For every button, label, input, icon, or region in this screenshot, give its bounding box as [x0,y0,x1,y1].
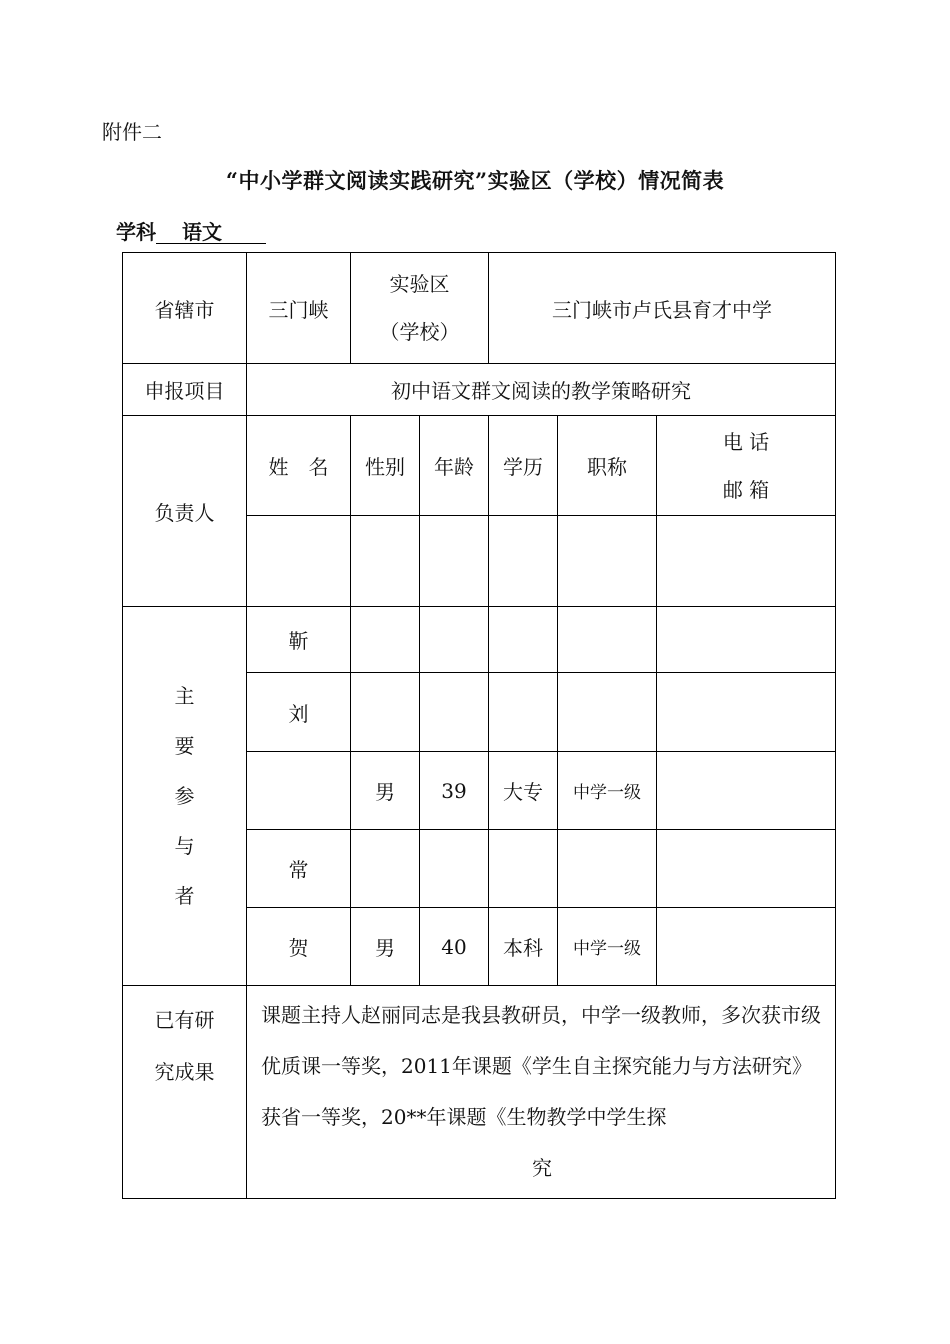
participant-row [123,607,836,673]
participant-gender [351,830,420,908]
participant-contact [657,607,836,673]
participant-name: 常 [247,830,351,908]
info-form-table [122,252,836,1199]
participant-name [247,752,351,830]
participant-contact [657,830,836,908]
achievements-label-line1: 已有研 [154,1008,215,1032]
participant-education [489,607,558,673]
achievements-last-line: 究 [532,1156,553,1180]
leader-title-cell[interactable] [558,516,657,607]
participants-label-char: 参 [174,784,195,808]
achievements-label [123,986,247,1199]
header-age: 年龄 [420,416,489,516]
project-label: 申报项目 [123,364,247,416]
participant-title [558,607,657,673]
leader-contact-cell[interactable] [657,516,836,607]
row-leader-header [123,416,836,516]
participant-gender: 男 [351,908,420,986]
participant-education [489,830,558,908]
school-value: 三门峡市卢氏县育才中学 [489,253,836,364]
achievements-label-line2: 究成果 [154,1060,215,1084]
participant-age: 40 [420,908,489,986]
header-education: 学历 [489,416,558,516]
participant-title [558,673,657,752]
header-contact [657,416,836,516]
participants-label-char: 要 [174,734,195,758]
school-label [351,253,489,364]
participant-age [420,673,489,752]
participant-education: 大专 [489,752,558,830]
achievements-body: 课题主持人赵丽同志是我县教研员，中学一级教师，多次获市级优质课一等奖，2011年课题《学生自主探究能力与方法研究》获省一等奖，20**年课题《生物教学中学生探 [261,1003,821,1129]
subject-label: 学科 [116,220,156,244]
subject-line [116,216,266,245]
leader-education-cell[interactable] [489,516,558,607]
participant-age [420,830,489,908]
subject-value: 语文 [156,221,266,244]
project-value: 初中语文群文阅读的教学策略研究 [247,364,836,416]
school-label-line1: 实验区 [389,272,450,296]
participant-name: 刘 [247,673,351,752]
participant-title: 中学一级 [558,752,657,830]
participant-gender [351,607,420,673]
leader-gender-cell[interactable] [351,516,420,607]
participant-title: 中学一级 [558,908,657,986]
leader-name-cell[interactable] [247,516,351,607]
header-gender: 性别 [351,416,420,516]
header-name: 姓 名 [247,416,351,516]
participants-label-char: 与 [174,834,195,858]
attachment-label: 附件二 [102,120,162,144]
achievements-text [247,986,836,1199]
participants-label [123,607,247,986]
participant-education: 本科 [489,908,558,986]
header-contact-line1: 电 话 [722,429,770,454]
row-project [123,364,836,416]
participant-gender [351,673,420,752]
participant-contact [657,752,836,830]
province-label: 省辖市 [123,253,247,364]
participants-label-char: 主 [174,684,195,708]
participant-gender: 男 [351,752,420,830]
participant-age [420,607,489,673]
participants-label-char: 者 [174,884,195,908]
participant-name: 靳 [247,607,351,673]
leader-label: 负责人 [123,416,247,607]
row-location [123,253,836,364]
header-title: 职称 [558,416,657,516]
province-value: 三门峡 [247,253,351,364]
participant-education [489,673,558,752]
participant-title [558,830,657,908]
participant-name: 贺 [247,908,351,986]
leader-age-cell[interactable] [420,516,489,607]
header-contact-line2: 邮 箱 [722,477,770,502]
row-achievements [123,986,836,1199]
participant-age: 39 [420,752,489,830]
school-label-line2: （学校） [379,320,460,344]
participant-contact [657,908,836,986]
participant-contact [657,673,836,752]
page-title: “中小学群文阅读实践研究”实验区（学校）情况简表 [225,168,725,193]
